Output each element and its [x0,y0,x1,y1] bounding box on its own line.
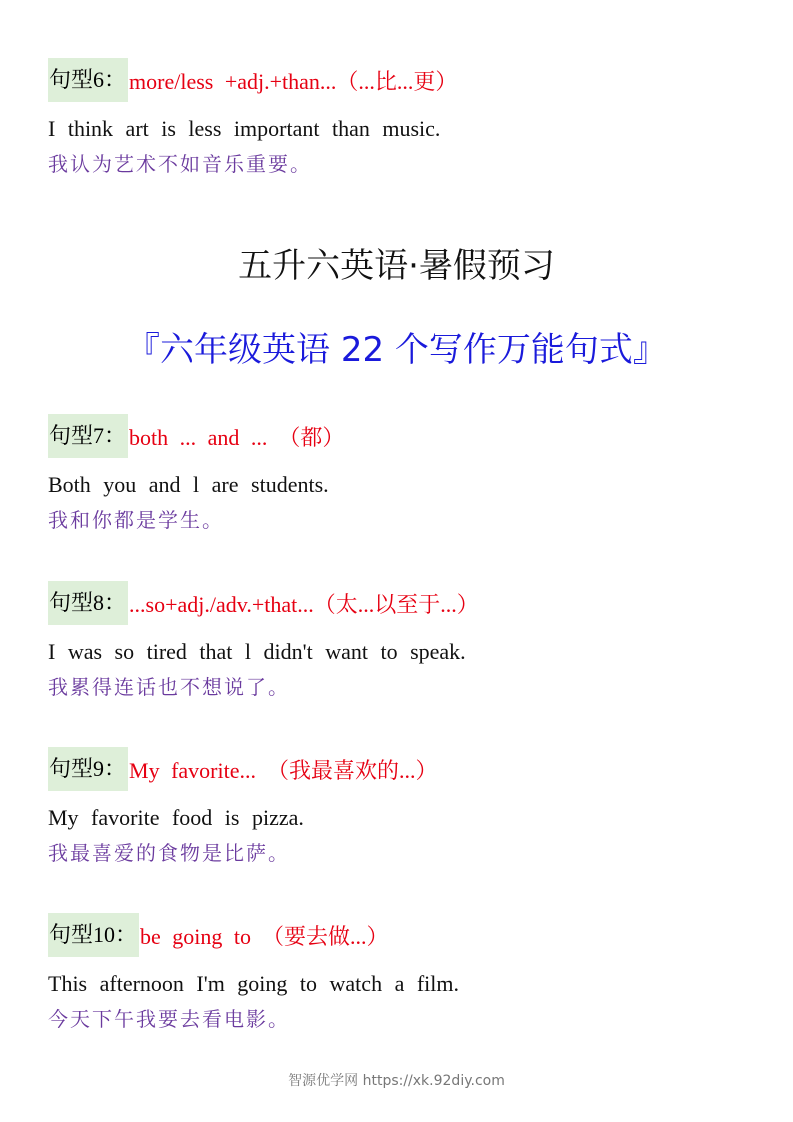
pattern-label: 句型9： [48,747,128,791]
sentence-pattern-8 [48,581,479,702]
english-example: I think art is less important than music. [48,116,441,141]
english-example: I was so tired that l didn't want to speak. [48,639,466,664]
pattern-formula: more/less +adj.+than...（...比...更） [129,68,458,94]
pattern-header [48,414,344,458]
pattern-header [48,581,479,625]
pattern-header [48,913,459,957]
sentence-pattern-10 [48,913,459,1034]
sentence-pattern-9 [48,747,438,868]
pattern-label: 句型10： [48,913,139,957]
pattern-header [48,747,438,791]
pattern-label: 句型7： [48,414,128,458]
footer-watermark: 智源优学网 https://xk.92diy.com [288,1073,505,1089]
pattern-formula: both ... and ... （都） [129,424,345,450]
english-example: My favorite food is pizza. [48,805,304,830]
chinese-translation: 今天下午我要去看电影。 [48,1007,290,1031]
page-subtitle: 『六年级英语 22 个写作万能句式』 [126,330,667,370]
english-example: Both you and l are students. [48,472,329,497]
chinese-translation: 我认为艺术不如音乐重要。 [48,152,312,176]
sentence-pattern-6 [48,58,457,179]
sentence-pattern-7 [48,414,344,535]
english-example: This afternoon I'm going to watch a film. [48,971,459,996]
chinese-translation: 我和你都是学生。 [48,508,224,532]
page-title: 五升六英语·暑假预习 [238,246,555,286]
chinese-translation: 我累得连话也不想说了。 [48,675,290,699]
pattern-formula: My favorite... （我最喜欢的...） [129,757,438,783]
pattern-label: 句型6： [48,58,128,102]
pattern-label: 句型8： [48,581,128,625]
pattern-header [48,58,457,102]
pattern-formula: ...so+adj./adv.+that...（太...以至于...） [129,591,479,617]
chinese-translation: 我最喜爱的食物是比萨。 [48,841,290,865]
pattern-formula: be going to （要去做...） [140,923,389,949]
